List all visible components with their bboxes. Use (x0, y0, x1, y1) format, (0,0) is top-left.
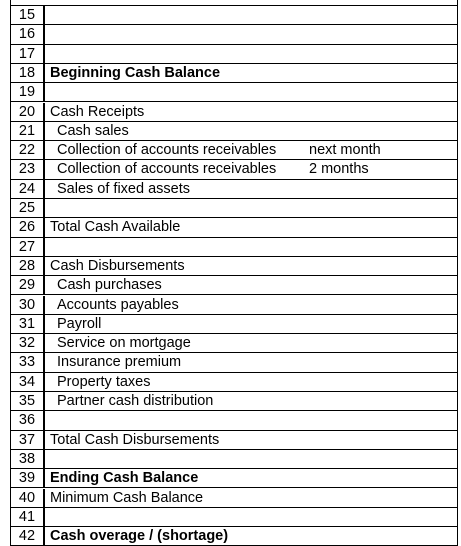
sheet-cell[interactable] (47, 199, 457, 217)
row-label: Collection of accounts receivables (57, 161, 277, 178)
row-number-header[interactable]: 32 (11, 334, 45, 352)
row-label: Total Cash Disbursements (50, 431, 220, 448)
sheet-row[interactable] (11, 64, 457, 83)
spreadsheet-grid (10, 0, 458, 546)
sheet-row[interactable] (11, 141, 457, 160)
sheet-row[interactable] (11, 199, 457, 218)
row-number-header[interactable]: 17 (11, 45, 45, 63)
sheet-row[interactable] (11, 296, 457, 315)
row-label: Sales of fixed assets (57, 180, 190, 197)
row-number-header[interactable]: 25 (11, 199, 45, 217)
sheet-cell[interactable] (47, 411, 457, 429)
row-number-header[interactable]: 15 (11, 6, 45, 24)
row-label: Beginning Cash Balance (50, 64, 221, 81)
sheet-cell[interactable] (47, 353, 457, 371)
row-label: Accounts payables (57, 296, 179, 313)
row-label: Partner cash distribution (57, 393, 214, 409)
sheet-row[interactable] (11, 334, 457, 353)
row-number-header[interactable]: 41 (11, 508, 45, 526)
sheet-cell[interactable] (47, 334, 457, 352)
row-label: Minimum Cash Balance (50, 489, 204, 506)
row-number-header[interactable]: 24 (11, 180, 45, 198)
sheet-cell[interactable] (47, 45, 457, 63)
row-number-header[interactable]: 26 (11, 218, 45, 236)
sheet-row[interactable] (11, 373, 457, 392)
sheet-row[interactable] (11, 6, 457, 25)
sheet-cell[interactable] (47, 25, 457, 43)
sheet-cell[interactable] (47, 508, 457, 526)
sheet-cell[interactable] (47, 450, 457, 468)
sheet-cell[interactable] (47, 392, 457, 410)
sheet-cell[interactable] (47, 64, 457, 82)
row-number-header[interactable]: 27 (11, 238, 45, 256)
sheet-cell[interactable] (47, 218, 457, 236)
sheet-cell[interactable] (47, 160, 457, 178)
sheet-cell[interactable] (47, 373, 457, 391)
sheet-cell[interactable] (47, 6, 457, 24)
sheet-row[interactable] (11, 122, 457, 141)
row-number-header[interactable]: 33 (11, 353, 45, 371)
row-label: Cash sales (57, 122, 129, 139)
sheet-row[interactable] (11, 431, 457, 450)
sheet-row[interactable] (11, 392, 457, 411)
row-number-header[interactable]: 18 (11, 64, 45, 82)
sheet-cell[interactable] (47, 141, 457, 159)
row-number-header[interactable]: 39 (11, 469, 45, 487)
row-number-header[interactable]: 38 (11, 450, 45, 468)
row-label: Cash overage / (shortage) (50, 528, 229, 545)
sheet-row[interactable] (11, 450, 457, 469)
row-label: Service on mortgage (57, 335, 191, 352)
sheet-cell[interactable] (47, 103, 457, 121)
sheet-cell[interactable] (47, 257, 457, 275)
sheet-row[interactable] (11, 25, 457, 44)
sheet-cell[interactable] (47, 238, 457, 256)
row-number-header[interactable]: 35 (11, 392, 45, 410)
row-label: Cash Receipts (50, 103, 145, 120)
row-label: Collection of accounts receivables (57, 142, 277, 159)
sheet-row[interactable] (11, 276, 457, 295)
sheet-cell[interactable] (47, 527, 457, 545)
row-label: Insurance premium (57, 354, 182, 371)
row-number-header[interactable]: 23 (11, 160, 45, 178)
sheet-row[interactable] (11, 411, 457, 430)
sheet-row[interactable] (11, 508, 457, 527)
sheet-row[interactable] (11, 160, 457, 179)
sheet-cell[interactable] (47, 122, 457, 140)
row-number-header[interactable]: 20 (11, 103, 45, 121)
sheet-cell[interactable] (47, 180, 457, 198)
sheet-row[interactable] (11, 527, 457, 546)
row-label: Cash Disbursements (50, 257, 185, 274)
sheet-cell[interactable] (47, 296, 457, 314)
row-number-header[interactable]: 34 (11, 373, 45, 391)
row-label: Payroll (57, 315, 102, 332)
row-number-header[interactable]: 30 (11, 296, 45, 314)
row-number-header[interactable]: 21 (11, 122, 45, 140)
row-note: 2 months (309, 161, 369, 178)
row-number-header[interactable]: 29 (11, 276, 45, 294)
row-number-header[interactable]: 42 (11, 527, 45, 545)
sheet-cell[interactable] (47, 489, 457, 507)
row-label: Property taxes (57, 373, 151, 390)
sheet-row[interactable] (11, 489, 457, 508)
row-number-header[interactable]: 19 (11, 83, 45, 101)
row-number-header[interactable]: 22 (11, 141, 45, 159)
row-note: next month (309, 142, 381, 159)
row-label: Ending Cash Balance (50, 470, 199, 487)
sheet-row[interactable] (11, 103, 457, 122)
sheet-cell[interactable] (47, 315, 457, 333)
row-number-header[interactable]: 31 (11, 315, 45, 333)
sheet-row[interactable] (11, 469, 457, 488)
row-number-header[interactable]: 40 (11, 489, 45, 507)
row-label: Total Cash Available (50, 219, 181, 236)
sheet-row[interactable] (11, 83, 457, 102)
row-number-header[interactable]: 28 (11, 257, 45, 275)
sheet-row[interactable] (11, 45, 457, 64)
sheet-cell[interactable] (47, 83, 457, 101)
row-number-header[interactable]: 16 (11, 25, 45, 43)
sheet-row[interactable] (11, 315, 457, 334)
row-number-header[interactable]: 37 (11, 431, 45, 449)
sheet-cell[interactable] (47, 469, 457, 487)
sheet-cell[interactable] (47, 276, 457, 294)
sheet-row[interactable] (11, 353, 457, 372)
sheet-row[interactable] (11, 180, 457, 199)
sheet-row[interactable] (11, 238, 457, 257)
sheet-row[interactable] (11, 257, 457, 276)
sheet-row[interactable] (11, 218, 457, 237)
row-number-header[interactable]: 36 (11, 411, 45, 429)
row-label: Cash purchases (57, 277, 162, 294)
sheet-cell[interactable] (47, 431, 457, 449)
